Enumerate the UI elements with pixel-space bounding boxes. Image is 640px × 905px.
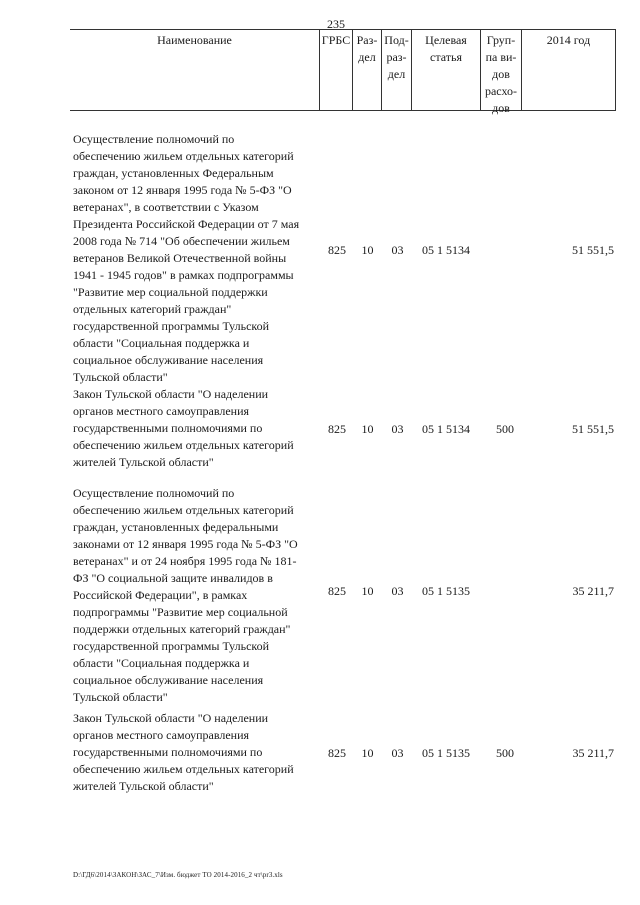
row-grbs: 825	[328, 422, 346, 436]
row-name: Закон Тульской области "О наделении органов местного самоуправления государственными полномочиями по обеспечению жильем отдельных категорий жителей Тульской области"	[73, 387, 294, 469]
file-path-footer: D:\ГД6\2014\ЗАКОН\ЗАС_7\Изм. бюджет ТО 2014-2016_2 чт\pr3.xls	[73, 871, 283, 879]
row-grbs: 825	[328, 746, 346, 760]
row-name: Осуществление полномочий по обеспечению жильем отдельных категорий граждан, установленных Федеральным законом от 12 января 1995 года № 5-ФЗ "О ветеранах", в соответствии с Указом Президента Российской Федерации от 7 мая 2008 года № 714 "Об обеспечении жильем ветеранов Великой Отечественной войны 1941 - 1945 годов" в рамках подпрограммы "Развитие мер социальной поддержки отдельных категорий граждан" государственной программы Тульской области "Социальная поддержка и социальное обслуживание населения Тульской области"	[73, 132, 300, 384]
table-row	[70, 485, 616, 705]
column-header-podrazdel: Под- раз- дел	[381, 30, 411, 110]
column-header-target: Целевая статья	[411, 30, 480, 110]
column-header-year: 2014 год	[521, 30, 616, 110]
table-row	[70, 386, 616, 471]
page-number: 235	[327, 17, 345, 31]
row-grbs: 825	[328, 584, 346, 598]
row-podrazdel: 03	[391, 422, 404, 436]
row-target: 05 1 5134	[422, 422, 470, 436]
column-header-grbs: ГРБС	[319, 30, 352, 110]
row-target: 05 1 5135	[422, 746, 470, 760]
row-target: 05 1 5134	[422, 243, 470, 257]
row-amount: 51 551,5	[572, 243, 614, 257]
row-amount: 51 551,5	[572, 422, 614, 436]
row-group: 500	[496, 422, 514, 436]
row-razdel: 10	[361, 746, 374, 760]
table-row	[70, 131, 616, 384]
column-header-name: Наименование	[157, 33, 232, 47]
row-target: 05 1 5135	[422, 584, 470, 598]
row-razdel: 10	[361, 422, 374, 436]
row-razdel: 10	[361, 584, 374, 598]
row-podrazdel: 03	[391, 584, 404, 598]
row-group: 500	[496, 746, 514, 760]
column-header-razdel: Раз- дел	[352, 30, 381, 110]
column-header-group: Груп- па ви- дов расхо- дов	[480, 30, 521, 110]
table-row	[70, 710, 616, 795]
row-amount: 35 211,7	[572, 584, 614, 598]
row-podrazdel: 03	[391, 243, 404, 257]
row-grbs: 825	[328, 243, 346, 257]
row-amount: 35 211,7	[572, 746, 614, 760]
row-podrazdel: 03	[391, 746, 404, 760]
table-header	[70, 29, 616, 115]
row-name: Осуществление полномочий по обеспечению жильем отдельных категорий граждан, установленных федеральными законами от 12 января 1995 года № 5-ФЗ "О ветеранах" и от 24 ноября 1995 года № 181- ФЗ "О социальной защите инвалидов в Российской Федерации", в рамках подпрограммы "Развитие мер социальной поддержки отдельных категорий граждан" государственной программы Тульской области "Социальная поддержка и социальное обслуживание населения Тульской области"	[73, 486, 298, 704]
row-name: Закон Тульской области "О наделении органов местного самоуправления государственными полномочиями по обеспечению жильем отдельных категорий жителей Тульской области"	[73, 711, 294, 793]
row-razdel: 10	[361, 243, 374, 257]
